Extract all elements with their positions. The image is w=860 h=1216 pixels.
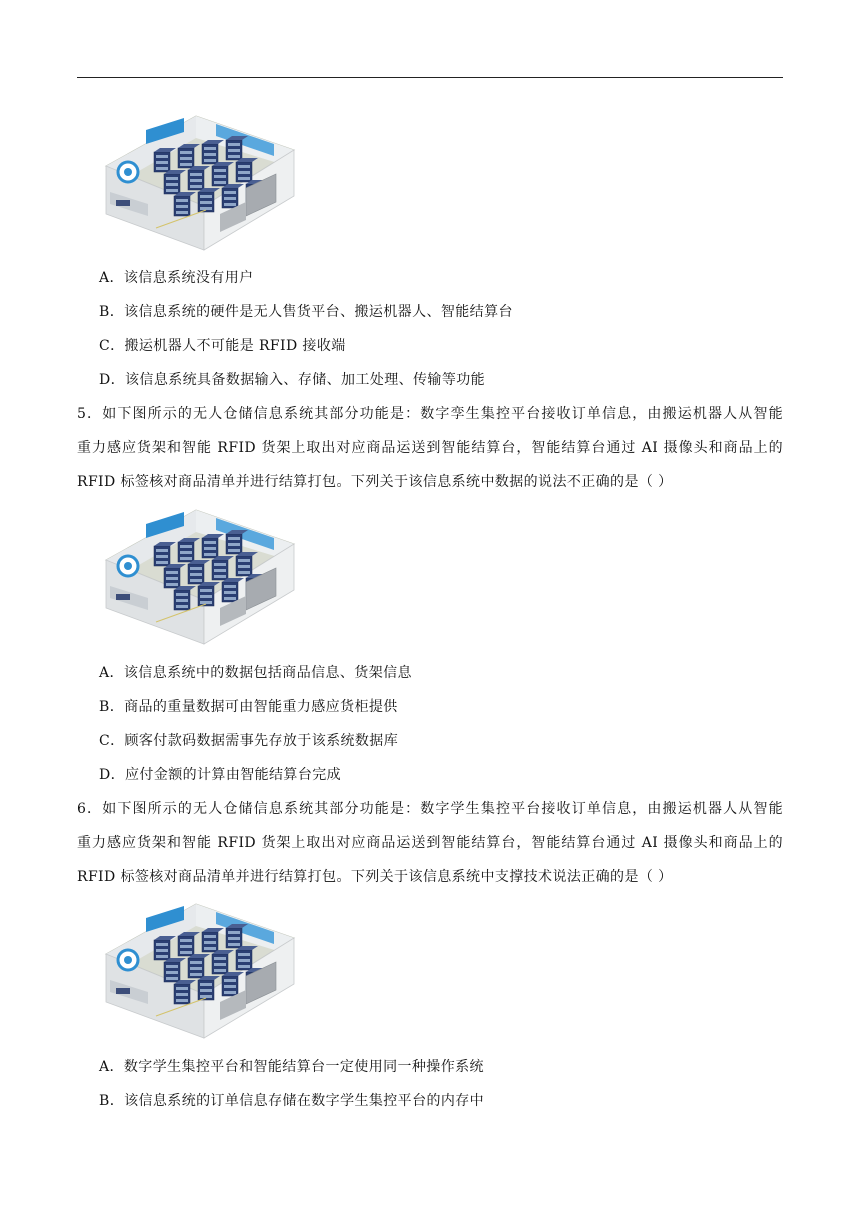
q5-stem-line-3: RFID 标签核对商品清单并进行结算打包。下列关于该信息系统中数据的说法不正确的是（ ） xyxy=(77,474,673,490)
header-rule xyxy=(77,77,783,78)
warehouse-illustration-icon xyxy=(96,898,302,1044)
q4-option-c: C．搬运机器人不可能是 RFID 接收端 xyxy=(99,338,346,354)
warehouse-illustration-icon xyxy=(96,110,302,256)
q4-option-b: B．该信息系统的硬件是无人售货平台、搬运机器人、智能结算台 xyxy=(99,304,513,320)
q5-stem-line-2: 重力感应货架和智能 RFID 货架上取出对应商品运送到智能结算台，智能结算台通过 AI 摄像头和商品上的 xyxy=(77,440,783,456)
q4-option-d: D．该信息系统具备数据输入、存储、加工处理、传输等功能 xyxy=(99,372,486,388)
q5-option-b: B．商品的重量数据可由智能重力感应货柜提供 xyxy=(99,699,398,715)
q5-option-c: C．顾客付款码数据需事先存放于该系统数据库 xyxy=(99,733,399,749)
q6-stem-line-1: 6．如下图所示的无人仓储信息系统其部分功能是：数字学生集控平台接收订单信息，由搬运机器人从智能 xyxy=(77,801,783,817)
q6-option-a: A．数字学生集控平台和智能结算台一定使用同一种操作系统 xyxy=(99,1059,484,1075)
q6-stem-line-2: 重力感应货架和智能 RFID 货架上取出对应商品运送到智能结算台，智能结算台通过 AI 摄像头和商品上的 xyxy=(77,835,783,851)
q5-stem-line-1: 5．如下图所示的无人仓储信息系统其部分功能是：数字孪生集控平台接收订单信息，由搬运机器人从智能 xyxy=(77,406,783,422)
q4-option-a: A．该信息系统没有用户 xyxy=(99,270,254,286)
q6-stem-line-3: RFID 标签核对商品清单并进行结算打包。下列关于该信息系统中支撑技术说法正确的是（ ） xyxy=(77,869,673,885)
q5-option-d: D．应付金额的计算由智能结算台完成 xyxy=(99,767,342,783)
q6-option-b: B．该信息系统的订单信息存储在数字学生集控平台的内存中 xyxy=(99,1093,485,1109)
warehouse-illustration-icon xyxy=(96,504,302,650)
q5-option-a: A．该信息系统中的数据包括商品信息、货架信息 xyxy=(99,665,412,681)
